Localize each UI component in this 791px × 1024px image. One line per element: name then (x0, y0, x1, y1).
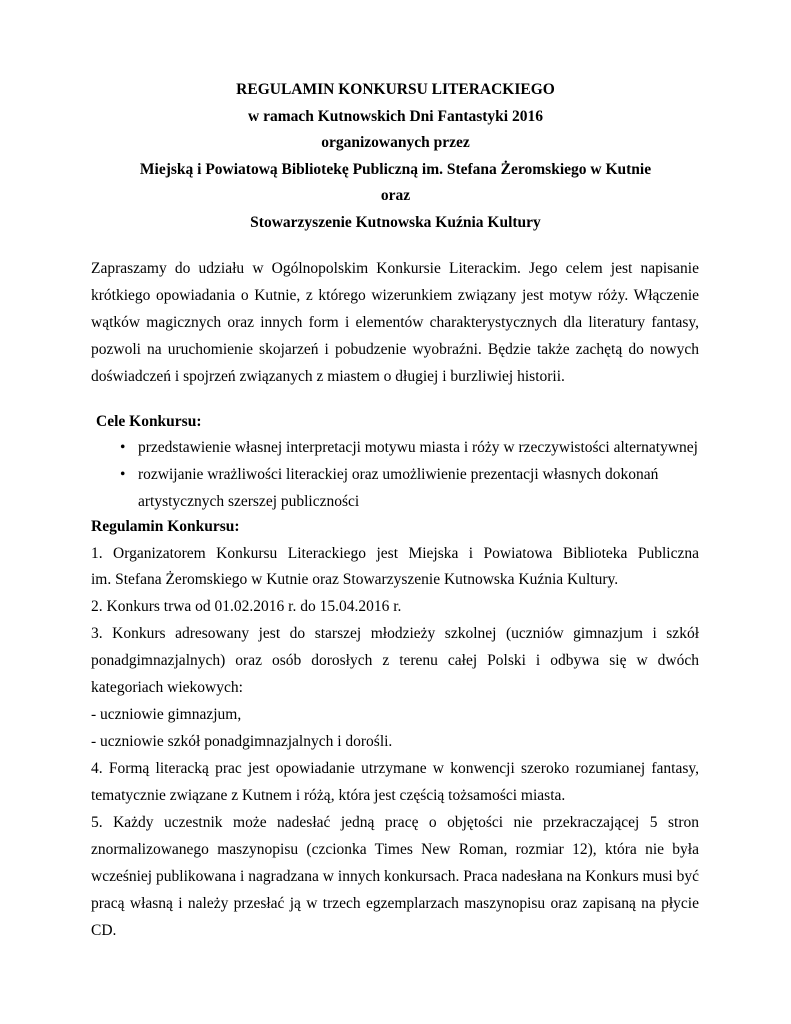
intro-line-2: krótkiego opowiadania o Kutnie, z którego wizerunkiem związany jest motyw róży. Włączenie (91, 287, 699, 304)
rule-3-line-2: ponadgimnazjalnych) oraz osób dorosłych z terenu całej Polski i odbywa się w dwóch (91, 652, 699, 669)
goal-item-1-text: przedstawienie własnej interpretacji motywu miasta i róży w rzeczywistości alternatywnej (138, 439, 698, 456)
title-line-1: REGULAMIN KONKURSU LITERACKIEGO (236, 81, 555, 98)
title-line-6: Stowarzyszenie Kutnowska Kuźnia Kultury (250, 213, 541, 231)
intro-line-5: doświadczeń i spojrzeń związanych z miastem o długiej i burzliwiej historii. (91, 368, 565, 385)
rule-1-line-1: 1. Organizatorem Konkursu Literackiego jest Miejska i Powiatowa Biblioteka Publiczna (91, 545, 699, 562)
rule-5-line-4: pracą własną i należy przesłać ją w trzech egzemplarzach maszynopisu oraz zapisaną na płycie (91, 895, 699, 912)
rule-4-line-2: tematycznie związane z Kutnem i różą, która jest częścią tożsamości miasta. (91, 787, 566, 804)
goal-item-2-text: rozwijanie wrażliwości literackiej oraz umożliwienie prezentacji własnych dokonań (138, 466, 659, 483)
bullet-icon: • (120, 439, 126, 456)
rule-3-line-1: 3. Konkurs adresowany jest do starszej młodzieży szkolnej (uczniów gimnazjum i szkół (91, 625, 699, 642)
rule-5-line-2: znormalizowanego maszynopisu (czcionka Times New Roman, rozmiar 12), która nie była (91, 841, 699, 858)
rule-1-line-2: im. Stefana Żeromskiego w Kutnie oraz Stowarzyszenie Kutnowska Kuźnia Kultury. (91, 571, 619, 588)
intro-line-1: Zapraszamy do udziału w Ogólnopolskim Konkursie Literackim. Jego celem jest napisanie (91, 260, 699, 277)
goal-item-2-continuation: artystycznych szerszej publiczności (138, 493, 360, 510)
goal-item-2 (120, 462, 658, 489)
title-line-4: Miejską i Powiatową Bibliotekę Publiczną im. Stefana Żeromskiego w Kutnie (139, 160, 652, 178)
rule-5-line-5: CD. (91, 922, 117, 939)
rule-5-line-3: wcześniej publikowana i nagradzana w innych konkursach. Praca nadesłana na Konkurs musi być (91, 868, 699, 885)
rule-3-line-4: - uczniowie gimnazjum, (91, 706, 242, 723)
bullet-icon: • (120, 466, 126, 483)
goals-heading: Cele Konkursu: (96, 413, 202, 430)
title-line-5: oraz (380, 187, 411, 205)
rule-3-line-3: kategoriach wiekowych: (91, 679, 243, 696)
rule-2: 2. Konkurs trwa od 01.02.2016 r. do 15.04.2016 r. (91, 598, 402, 615)
rule-5-line-1: 5. Każdy uczestnik może nadesłać jedną pracę o objętości nie przekraczającej 5 stron (91, 814, 699, 831)
rule-3-line-5: - uczniowie szkół ponadgimnazjalnych i dorośli. (91, 733, 393, 750)
intro-line-4: pozwoli na uruchomienie skojarzeń i pobudzenie wyobraźni. Będzie także zachętą do nowych (91, 341, 699, 358)
title-line-3: organizowanych przez (321, 134, 470, 152)
rules-heading: Regulamin Konkursu: (91, 518, 240, 535)
goal-item-1 (120, 435, 698, 462)
document-title-block (0, 77, 791, 237)
rule-4-line-1: 4. Formą literacką prac jest opowiadanie utrzymane w konwencji szeroko rozumianej fantasy, (91, 760, 699, 777)
intro-line-3: wątków magicznych oraz innych form i elementów charakterystycznych dla literatury fantasy, (91, 314, 699, 331)
title-line-2: w ramach Kutnowskich Dni Fantastyki 2016 (248, 107, 543, 125)
